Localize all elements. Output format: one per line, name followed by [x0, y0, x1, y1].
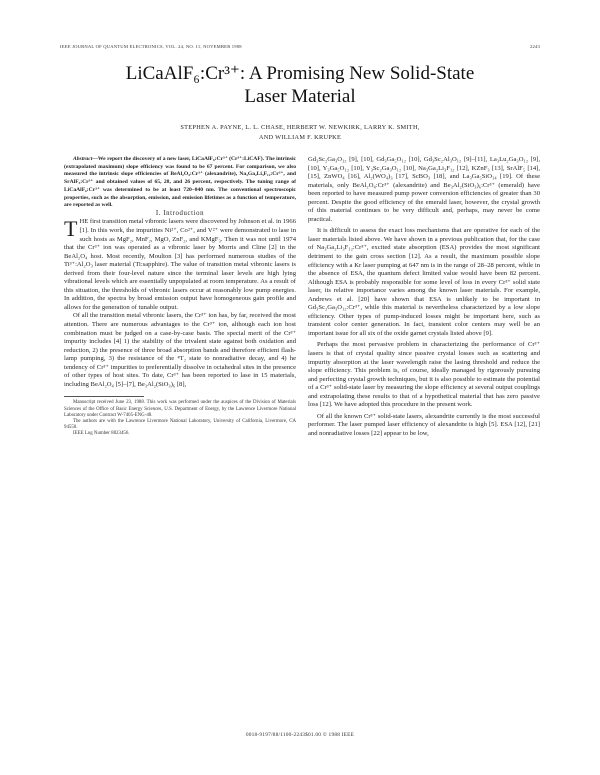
- drop-cap: T: [64, 216, 78, 242]
- paper-title: [60, 62, 540, 108]
- footnote-log-number: IEEE Log Number 8823456.: [73, 431, 130, 437]
- abstract-text: —We report the discovery of a new laser, LiCaAlF₆:Cr³⁺ (Cr³⁺:LiCAF). The intrinsic (extrapolated maximum) slope efficiency was found to be 67 percent. For comparison, we also measured the intrinsic slope efficiencies of BeAl₂O₄:Cr³⁺ (alexandrite), Na₃Ga₂Li₃F₁₂:Cr³⁺, and SrAlF₅:Cr³⁺ and obtained values of 65, 28, and 26 percent, respectively. The tuning range of LiCaAlF₆:Cr³⁺ was determined to be at least 720–840 nm. The conventional spectroscopic properties, such as the absorption, emission, and emission lifetimes as a function of temperature, are reported as well.: [64, 156, 296, 209]
- footnote-divider: [64, 396, 144, 397]
- page-number: 2243: [530, 44, 540, 49]
- right-paragraph-2: It is difficult to assess the exact loss mechanisms that are operative for each of the laser materials listed above. We have shown in a previous publication that, for the case of Na₃Ga₂Li₃F₁₂:Cr³⁺, excited state absorption (ESA) provides the most significant detriment to the gain cross section [12]. As a result, the maximum possible slope efficiency with a Kr laser pumping at 647 nm is in the range of 28–28 percent, while in the absence of ESA, the quantum defect limited value would have been 82 percent. Although ESA is probably responsible for some level of loss in every Cr³⁺ solid state laser, its relative importance varies among the known laser materials. For example, Andrews et al. [20] have shown that ESA is unlikely to be important in Gd₃Sc₂Ga₃O₁₂:Cr³⁺, while this material is nevertheless characterized by a low slope efficiency. Other types of pump-induced losses might be important here, such as transient color center generation. In fact, transient color centers may well be an important issue for all six of the oxide garnet crystals listed above [9].: [308, 227, 540, 337]
- footnote-affiliation: The authors are with the Lawrence Livermore National Laboratory, University of California, Livermore, CA 94550.: [64, 419, 296, 431]
- title-line-2: Laser Material: [244, 86, 356, 107]
- right-paragraph-4: Of all the known Cr³⁺ solid-state lasers, alexandrite currently is the most successful performer. The laser pumped laser efficiency of alexandrite is high [5]. ESA [12], [21] and nonradiative losses [22] appear to be low,: [308, 412, 540, 437]
- title-line-1: LiCaAlF₆:Cr³⁺: A Promising New Solid-State: [125, 63, 475, 84]
- authors-line-1: STEPHEN A. PAYNE, L. L. CHASE, HERBERT W. NEWKIRK, LARRY K. SMITH,: [180, 124, 420, 131]
- authors-line-2: AND WILLIAM F. KRUPKE: [258, 134, 342, 141]
- abstract-label: Abstract: [73, 156, 93, 162]
- right-paragraph-1: Gd₃Sc₂Ga₃O₁₂ [9], [10], Gd₃Ga₅O₁₂ [10], Gd₃Sc₂Al₃O₁₂ [9]–[11], La₃Lu₂Ga₃O₁₂ [9], [10], Y₃Ga₅O₁₂ [10], Y₃Sc₂Ga₃O₁₂ [10], Na₃Ga₂Li₃F₁₂ [12], KZnF₃ [13], SrAlF₅ [14], [15], ZnWO₄ [16], Al₂(WO₄)₃ [17], ScBO₃ [18], and La₃Ga₅SiO₁₄ [19]. Of these materials, only BeAl₂O₄:Cr³⁺ (alexandrite) and Be₃Al₂(SiO₃)₆:Cr³⁺ (emerald) have been reported to have measured pump power conversion efficiencies of greater than 30 percent. Despite the good efficiency of the emerald laser, however, the crystal growth of this material continues to be very difficult and, perhaps, may never be come practical.: [308, 156, 540, 223]
- abstract: [64, 156, 296, 210]
- left-column: [64, 156, 296, 438]
- author-list: [60, 123, 540, 143]
- running-header: [60, 44, 540, 49]
- intro-paragraph-2: Of all the transition metal vibronic lasers, the Cr³⁺ ion has, by far, received the most attention. There are numerous advantages to the Cr³⁺ ion, although each ion host combination must be judged on a case-by-case basis. The special merit of the Cr³⁺ impurity includes [4] 1) the stability of the trivalent state against both oxidation and reduction, 2) the presence of three broad absorption bands and therefore efficient flash-lamp pumping, 3) the resistance of the ⁴T₂ state to nonradiative decay, and 4) he tendency of Cr³⁺ impurities to preferentially dissolve in octahedral sites in the presence of other types of host sites. To date, Cr³⁺ has been reported to lase in 15 materials, including BeAl₂O₄ [5]–[7], Be₃Al₂(SiO₃)₆ [8],: [64, 312, 296, 388]
- footnote-manuscript: Manuscript received June 23, 1988. This work was performed under the auspices of the Division of Materials Sciences of the Office of Basic Energy Sciences, U.S. Department of Energy, by the Lawrence Livermore National Laboratory under Contract W-7405-ENG-48.: [64, 400, 296, 418]
- right-paragraph-3: Perhaps the most pervasive problem in characterizing the performance of Cr³⁺ lasers is that of crystal quality since passive crystal losses such as scattering and impurity absorption at the laser wavelength raise the lasing threshold and reduce the slope efficiency. This problem is, of course, ideally managed by rigorously pursuing and perfecting crystal growth techniques, but it is also possible to estimate the potential of a Cr³⁺ solid-state laser by measuring the slope efficiency at several output couplings and extrapolating these results to that of a hypothetical material that has zero passive loss [12]. We have adopted this procedure in the present work.: [308, 341, 540, 409]
- copyright-code: 0018-9197/88/1100-2243$01.00 © 1988 IEEE: [245, 732, 355, 738]
- right-column: [308, 156, 540, 439]
- journal-citation: IEEE JOURNAL OF QUANTUM ELECTRONICS, VOL. 24, NO. 11, NOVEMBER 1988: [60, 44, 242, 49]
- intro-paragraph-1-text: HE first transition metal vibronic lasers were discovered by Johnson et al. in 1966 [1]. In this work, the impurities Ni²⁺, Co²⁺, and V²⁺ were demonstrated to lase in such hosts as MgF₂, MnF₂, MgO, ZnF₂, and KMgF₃. Then it was not until 1974 that the Cr³⁺ ion was operated as a vibronic laser by Morris and Cline [2] in the BeAl₂O₄ host. Most recently, Moulton [3] has performed numerous studies of the Ti³⁺:Al₂O₃ laser material (Ti:sapphire). The value of transition metal vibronic lasers is derived from their four-level nature since the terminal laser levels are high lying vibrational levels which are essentially unpopulated at room temperature. As a result of this situation, the thresholds of vibronic lasers occur at reasonably low pump energies. In addition, the spectra by broad emission output have homogeneous gain profile and allows for the generation of tunable output.: [64, 218, 296, 311]
- section-heading-introduction: I. Introduction: [155, 209, 205, 217]
- intro-paragraph-1: [64, 218, 296, 312]
